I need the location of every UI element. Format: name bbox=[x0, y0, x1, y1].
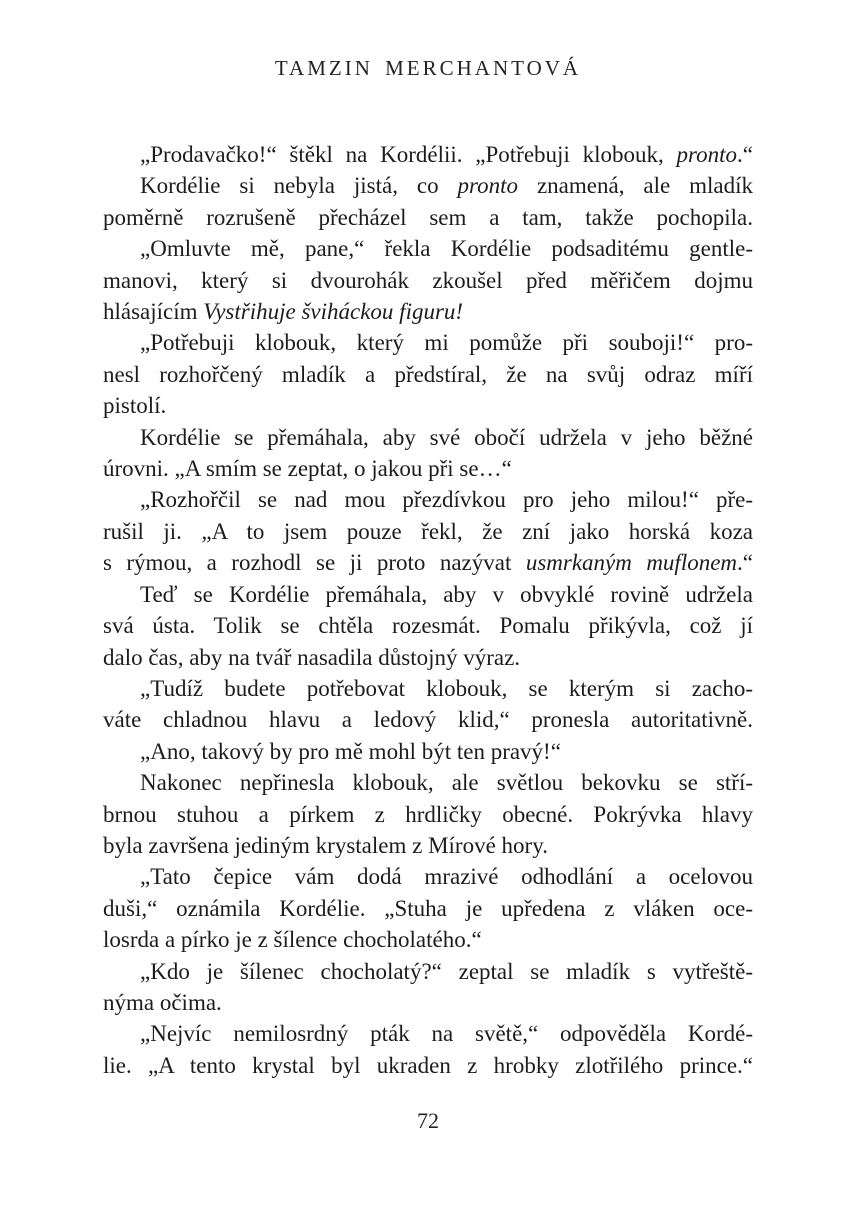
text-run: hlásajícím bbox=[103, 299, 204, 325]
running-header: TAMZIN MERCHANTOVÁ bbox=[274, 56, 582, 80]
text-run: duši,“ oznámila Kordélie. „Stuha je upředena z vláken oce- bbox=[103, 895, 753, 921]
text-line bbox=[103, 673, 753, 704]
text-run: váte chladnou hlavu a ledový klid,“ pronesla autoritativně. bbox=[103, 707, 753, 733]
text-line bbox=[103, 956, 753, 987]
text-line bbox=[103, 830, 753, 861]
text-run: úrovni. „A smím se zeptat, o jakou při se…“ bbox=[103, 456, 512, 482]
text-run: lie. „A tento krystal byl ukraden z hrobky zlotřilého prince.“ bbox=[103, 1052, 753, 1078]
text-line bbox=[103, 547, 753, 578]
text-run: pistolí. bbox=[103, 393, 167, 419]
text-run: manovi, který si dvourohák zkoušel před měřičem dojmu bbox=[103, 267, 753, 293]
text-line bbox=[103, 139, 753, 170]
text-line bbox=[103, 610, 753, 641]
text-run: „Ano, takový by pro mě mohl být ten pravý!“ bbox=[140, 738, 561, 764]
text-run: brnou stuhou a pírkem z hrdličky obecné. Pokrývka hlavy bbox=[103, 801, 753, 827]
text-line bbox=[103, 170, 753, 201]
text-run: nesl rozhořčený mladík a předstíral, že na svůj odraz míří bbox=[103, 361, 753, 387]
text-line bbox=[103, 422, 753, 453]
text-run: „Tato čepice vám dodá mrazivé odhodlání a ocelovou bbox=[140, 864, 753, 890]
text-run: „Prodavačko!“ štěkl na Kordélii. „Potřebuji klobouk, bbox=[140, 142, 677, 167]
text-line bbox=[103, 579, 753, 610]
text-run: „Nejvíc nemilosrdný pták na světě,“ odpověděla Kordé- bbox=[140, 1021, 753, 1047]
text-line bbox=[103, 327, 753, 358]
text-line bbox=[103, 1018, 753, 1049]
text-run: „Tudíž budete potřebovat klobouk, se kterým si zacho- bbox=[140, 675, 753, 701]
text-line bbox=[103, 799, 753, 830]
text-run: „Rozhořčil se nad mou přezdívkou pro jeho milou!“ pře- bbox=[140, 487, 753, 513]
text-line bbox=[103, 924, 753, 955]
text-run: Nakonec nepřinesla klobouk, ale světlou bekovku se stří- bbox=[140, 770, 753, 796]
text-line bbox=[103, 1050, 753, 1081]
text-line bbox=[103, 359, 753, 390]
text-line bbox=[103, 516, 753, 547]
text-line bbox=[103, 736, 753, 767]
text-run-italic: usmrkaným muflonem bbox=[525, 550, 738, 576]
text-run: .“ bbox=[737, 142, 753, 167]
text-run-italic: Vystřihuje šviháckou figuru! bbox=[203, 299, 464, 325]
text-line bbox=[103, 767, 753, 798]
text-run: byla završena jediným krystalem z Mírové hory. bbox=[103, 832, 548, 858]
text-run-italic: pronto bbox=[676, 142, 738, 167]
text-run: „Potřebuji klobouk, který mi pomůže při souboji!“ pro- bbox=[140, 330, 753, 356]
text-line bbox=[103, 642, 753, 673]
text-run: rušil ji. „A to jsem pouze řekl, že zní jako horská koza bbox=[103, 518, 753, 544]
text-run: nýma očima. bbox=[103, 989, 222, 1015]
text-line bbox=[103, 296, 753, 327]
text-run: .“ bbox=[737, 550, 753, 576]
text-line bbox=[103, 390, 753, 421]
text-line bbox=[103, 987, 753, 1018]
text-run-italic: pronto bbox=[457, 173, 519, 199]
page-number: 72 bbox=[417, 1108, 439, 1133]
text-line bbox=[103, 484, 753, 515]
text-run: svá ústa. Tolik se chtěla rozesmát. Pomalu přikývla, což jí bbox=[103, 613, 753, 639]
text-line bbox=[103, 233, 753, 264]
text-run: s rýmou, a rozhodl se ji proto nazývat bbox=[103, 550, 526, 576]
text-run: „Omluvte mě, pane,“ řekla Kordélie podsaditému gentle- bbox=[140, 236, 753, 262]
text-run: losrda a pírko je z šílence chocholatého.“ bbox=[103, 927, 482, 953]
text-run: Kordélie si nebyla jistá, co bbox=[140, 173, 458, 199]
text-line bbox=[103, 704, 753, 735]
text-run: dalo čas, aby na tvář nasadila důstojný výraz. bbox=[103, 644, 521, 670]
text-line bbox=[103, 453, 753, 484]
text-line bbox=[103, 893, 753, 924]
text-line bbox=[103, 861, 753, 892]
text-line bbox=[103, 202, 753, 233]
text-run: Kordélie se přemáhala, aby své obočí udržela v jeho běžné bbox=[140, 424, 753, 450]
text-run: znamená, ale mladík bbox=[518, 173, 753, 199]
text-run: „Kdo je šílenec chocholatý?“ zeptal se mladík s vytřeště- bbox=[140, 958, 753, 984]
text-run: Teď se Kordélie přemáhala, aby v obvyklé rovině udržela bbox=[140, 581, 753, 607]
text-line bbox=[103, 265, 753, 296]
text-run: poměrně rozrušeně přecházel sem a tam, takže pochopila. bbox=[103, 204, 753, 230]
page-text bbox=[103, 139, 753, 1081]
